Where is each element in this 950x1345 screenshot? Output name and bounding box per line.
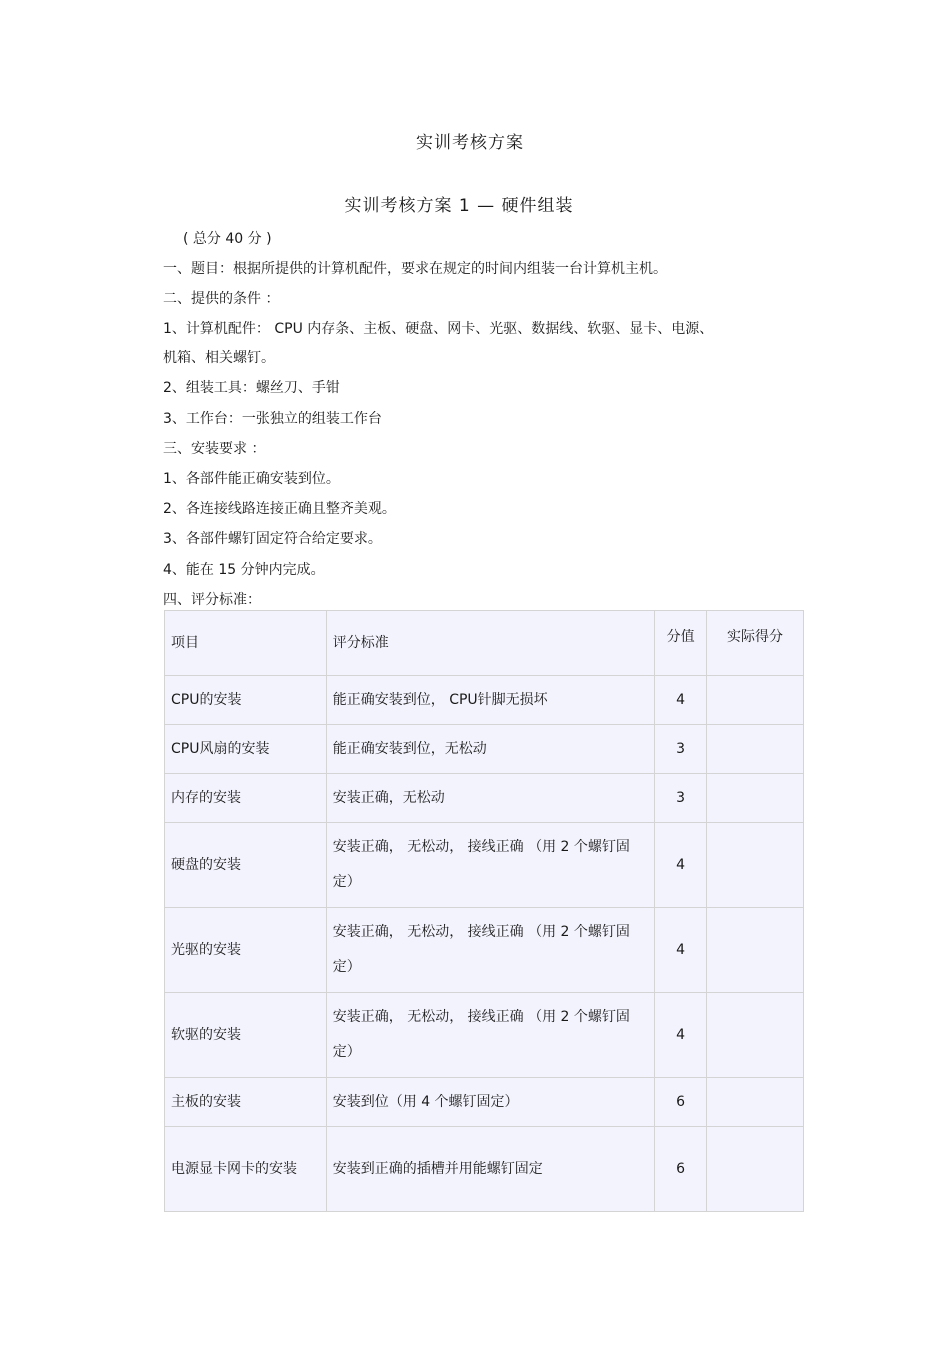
row-criteria: 安装正确， 无松动， 接线正确 （用 2 个螺钉固定） [326,823,654,908]
table-row [165,676,804,725]
row-item: 软驱的安装 [165,993,327,1078]
header-score: 分值 [655,611,707,676]
row-criteria: 安装正确， 无松动， 接线正确 （用 2 个螺钉固定） [326,908,654,993]
row-score: 4 [655,823,707,908]
table-row [165,993,804,1078]
question-line: 一、题目：根据所提供的计算机配件，要求在规定的时间内组装一台计算机主机。 [163,261,667,277]
row-criteria: 能正确安装到位，无松动 [326,725,654,774]
requirement-2: 2、各连接线路连接正确且整齐美观。 [163,501,396,517]
row-actual [707,908,804,993]
scoring-table [164,610,804,1212]
row-score: 3 [655,774,707,823]
row-item: 电源显卡网卡的安装 [165,1127,327,1212]
section-title: 实训考核方案 1 — 硬件组装 [344,196,574,216]
table-row [165,774,804,823]
row-criteria: 安装正确， 无松动， 接线正确 （用 2 个螺钉固定） [326,993,654,1078]
table-row [165,1078,804,1127]
header-item: 项目 [165,611,327,676]
row-actual [707,993,804,1078]
row-criteria: 安装到位（用 4 个螺钉固定） [326,1078,654,1127]
table-row [165,725,804,774]
condition-parts: 1、计算机配件： CPU 内存条、主板、硬盘、网卡、光驱、数据线、软驱、显卡、电源、 [163,321,714,337]
table-header-row [165,611,804,676]
row-item: 光驱的安装 [165,908,327,993]
header-actual: 实际得分 [707,611,804,676]
condition-parts-cont: 机箱、相关螺钉。 [163,350,275,366]
row-item: CPU的安装 [165,676,327,725]
row-score: 4 [655,676,707,725]
header-criteria: 评分标准 [326,611,654,676]
row-criteria: 能正确安装到位， CPU针脚无损坏 [326,676,654,725]
table-row [165,823,804,908]
row-score: 6 [655,1127,707,1212]
requirements-heading: 三、安装要求 ： [163,441,266,457]
row-item: 主板的安装 [165,1078,327,1127]
row-score: 6 [655,1078,707,1127]
page-title: 实训考核方案 [416,133,524,153]
row-item: 内存的安装 [165,774,327,823]
row-criteria: 安装正确，无松动 [326,774,654,823]
row-actual [707,676,804,725]
requirement-1: 1、各部件能正确安装到位。 [163,471,340,487]
row-criteria: 安装到正确的插槽并用能螺钉固定 [326,1127,654,1212]
row-actual [707,725,804,774]
condition-workbench: 3、工作台：一张独立的组装工作台 [163,411,382,427]
row-score: 4 [655,908,707,993]
total-score: ( 总分 40 分 ) [183,231,272,247]
row-actual [707,1078,804,1127]
table-row [165,908,804,993]
condition-tools: 2、组装工具：螺丝刀、手钳 [163,380,340,396]
conditions-heading: 二、提供的条件 ： [163,291,280,307]
row-score: 3 [655,725,707,774]
row-score: 4 [655,993,707,1078]
row-item: 硬盘的安装 [165,823,327,908]
scoring-heading: 四、评分标准： [163,592,261,608]
requirement-3: 3、各部件螺钉固定符合给定要求。 [163,531,382,547]
row-actual [707,1127,804,1212]
row-item: CPU风扇的安装 [165,725,327,774]
row-actual [707,774,804,823]
row-actual [707,823,804,908]
table-row [165,1127,804,1212]
requirement-4: 4、能在 15 分钟内完成。 [163,562,325,578]
